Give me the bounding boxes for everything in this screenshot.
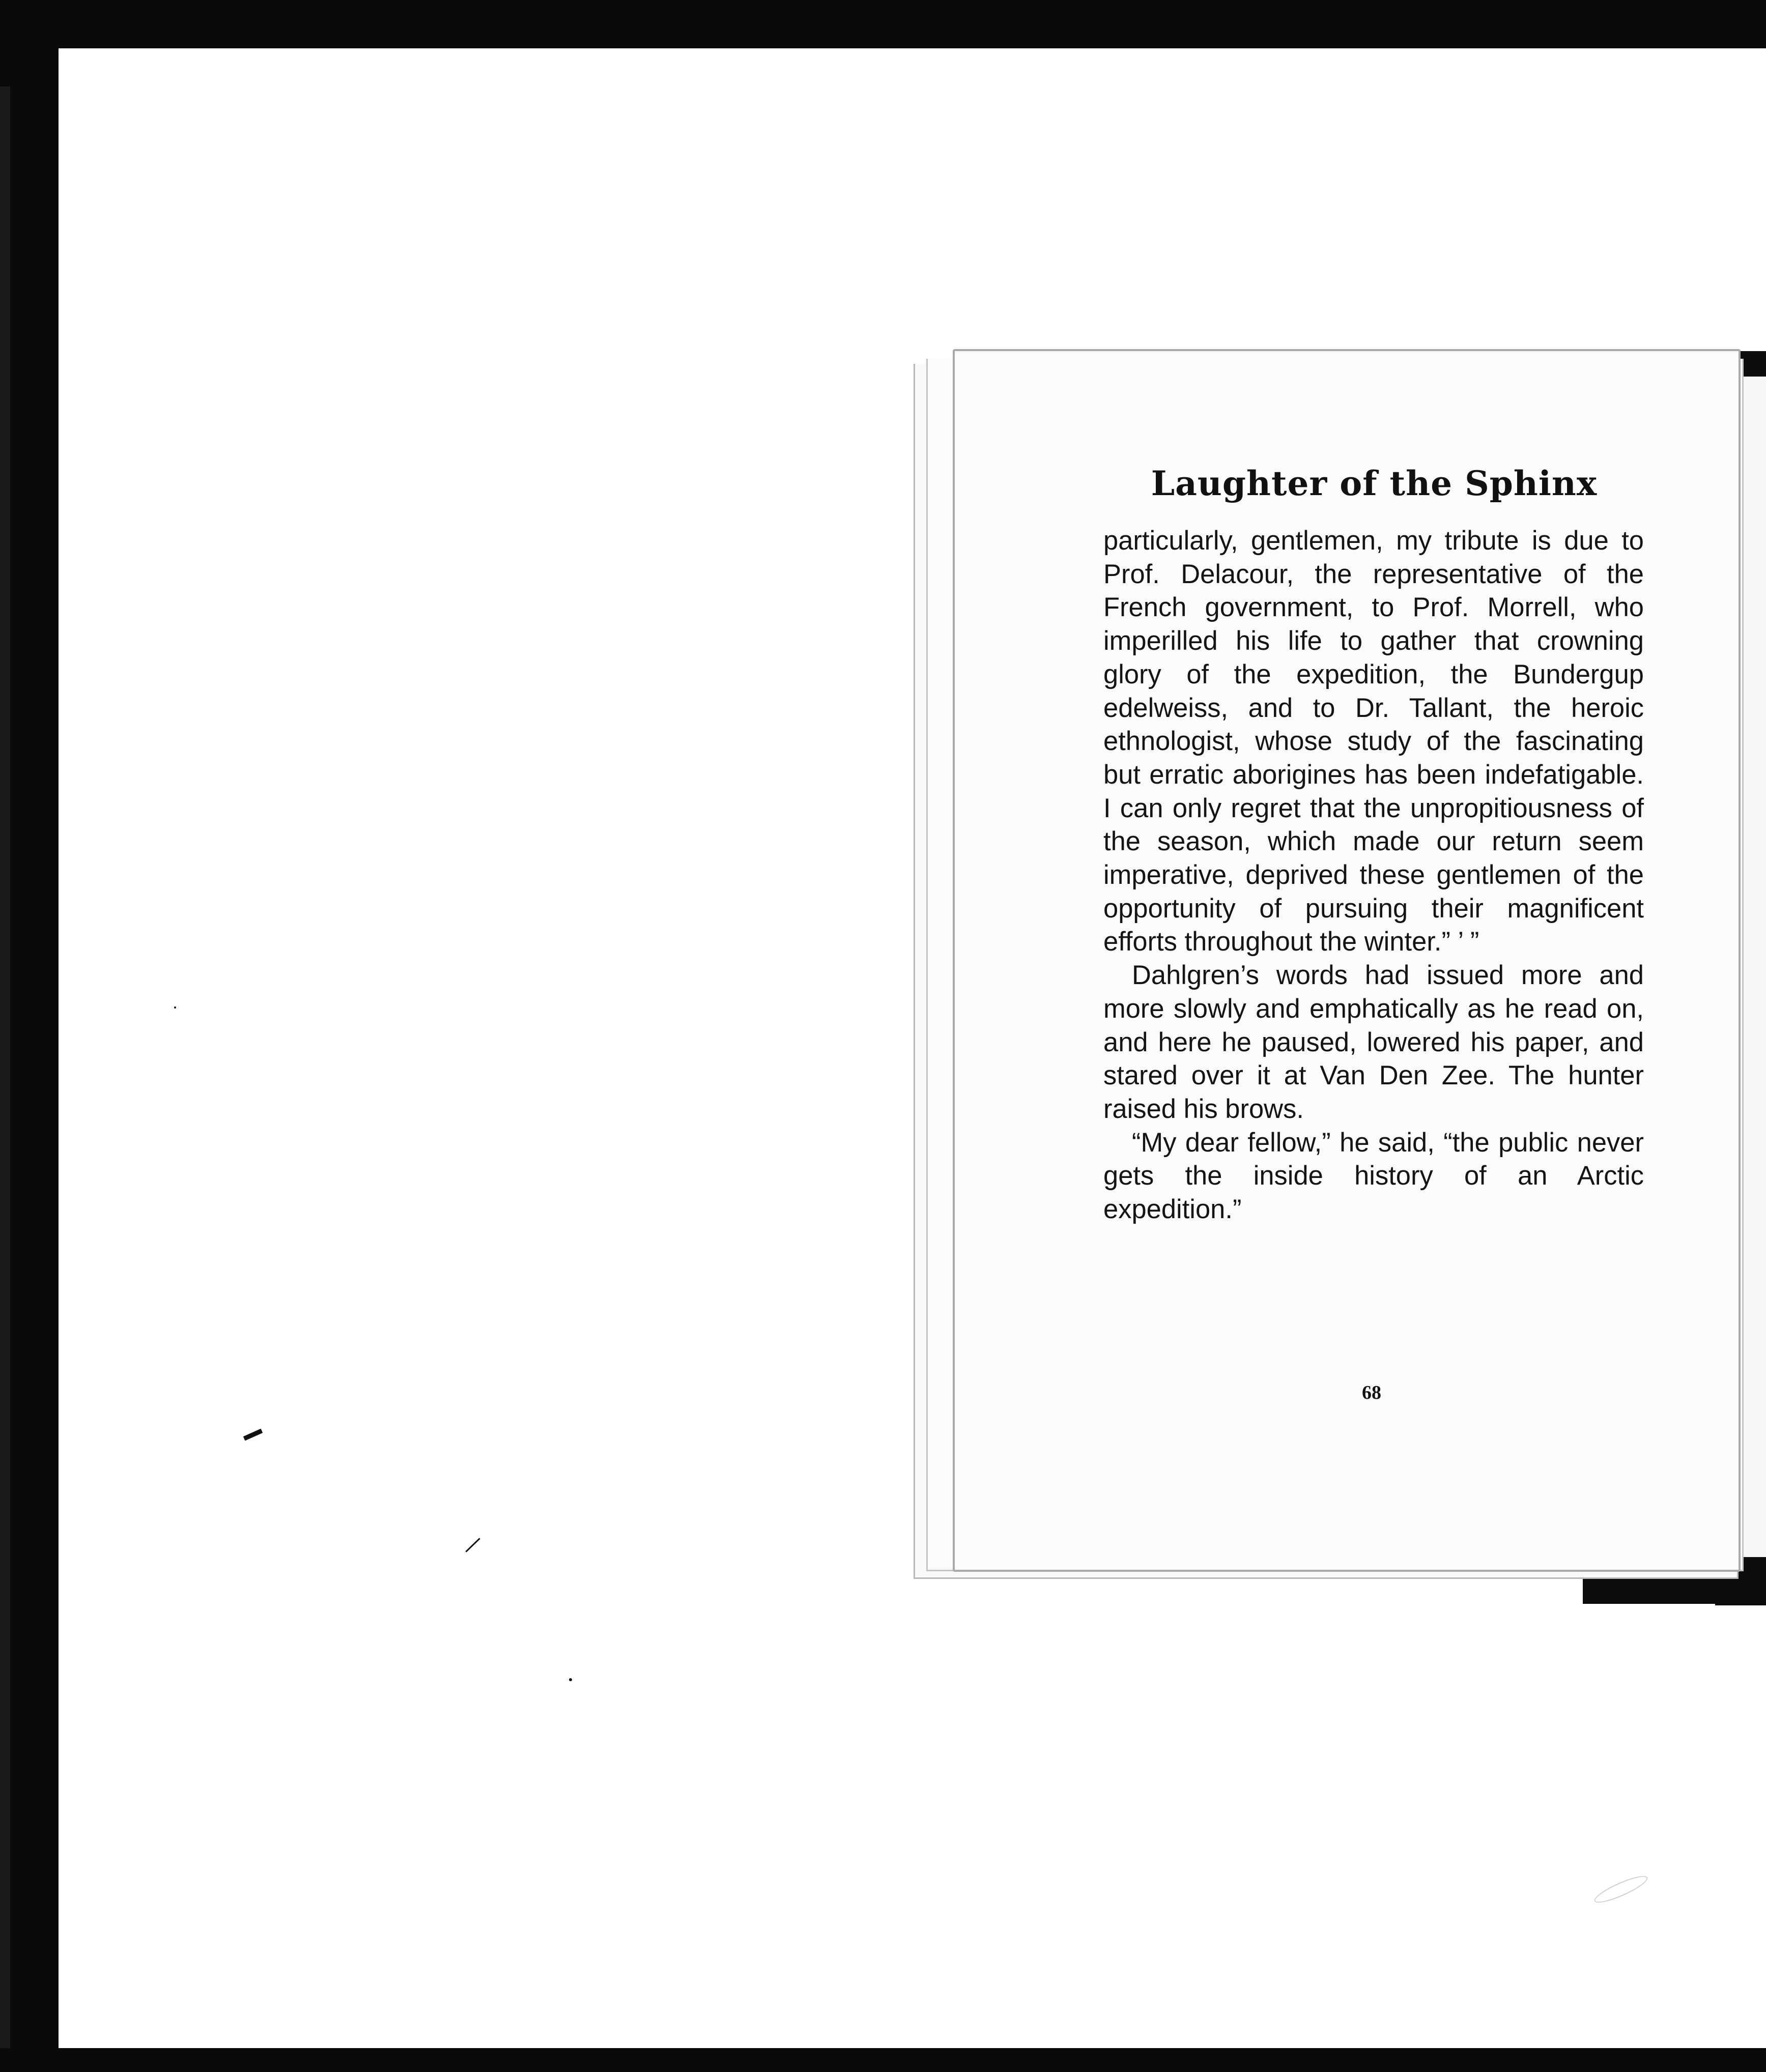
page-body bbox=[1103, 524, 1644, 1226]
scan-smudge bbox=[1592, 1872, 1650, 1907]
paragraph: Dahlgren’s words had issued more and more slowly and emphatically as he read on, and here he paused, lowered his paper, and stared over it at Van Den Zee. The hunter raised his brows. bbox=[1103, 960, 1644, 1124]
paragraph: “My dear fellow,” he said, “the public never gets the inside history of an Arctic expedition.” bbox=[1103, 1127, 1644, 1225]
scan-frame-left bbox=[0, 0, 59, 2072]
scan-frame-bottom bbox=[0, 2048, 1766, 2072]
paragraph: particularly, gentlemen, my tribute is due to Prof. Delacour, the representative of the French government, to Prof. Morrell, who imperilled his life to gather that crowning glory of the expedition, the Bundergup edelweiss, and to Dr. Tallant, the heroic ethnologist, whose study of the fascinating but erratic aborigines has been indefatigable. I can only regret that the unpropitiousness of the season, which made our return seem imperative, deprived these gentlemen of the opportunity of pursuing their magnificent efforts throughout the winter.” ’ ” bbox=[1103, 526, 1644, 957]
page-number: 68 bbox=[1362, 1382, 1381, 1403]
scan-frame-top bbox=[0, 0, 1766, 48]
scan-speck bbox=[174, 1006, 176, 1009]
scan-speck bbox=[243, 1429, 263, 1441]
scan-speck bbox=[465, 1538, 480, 1552]
scan-speck bbox=[569, 1678, 572, 1681]
running-head: Laughter of the Sphinx bbox=[1151, 464, 1598, 503]
